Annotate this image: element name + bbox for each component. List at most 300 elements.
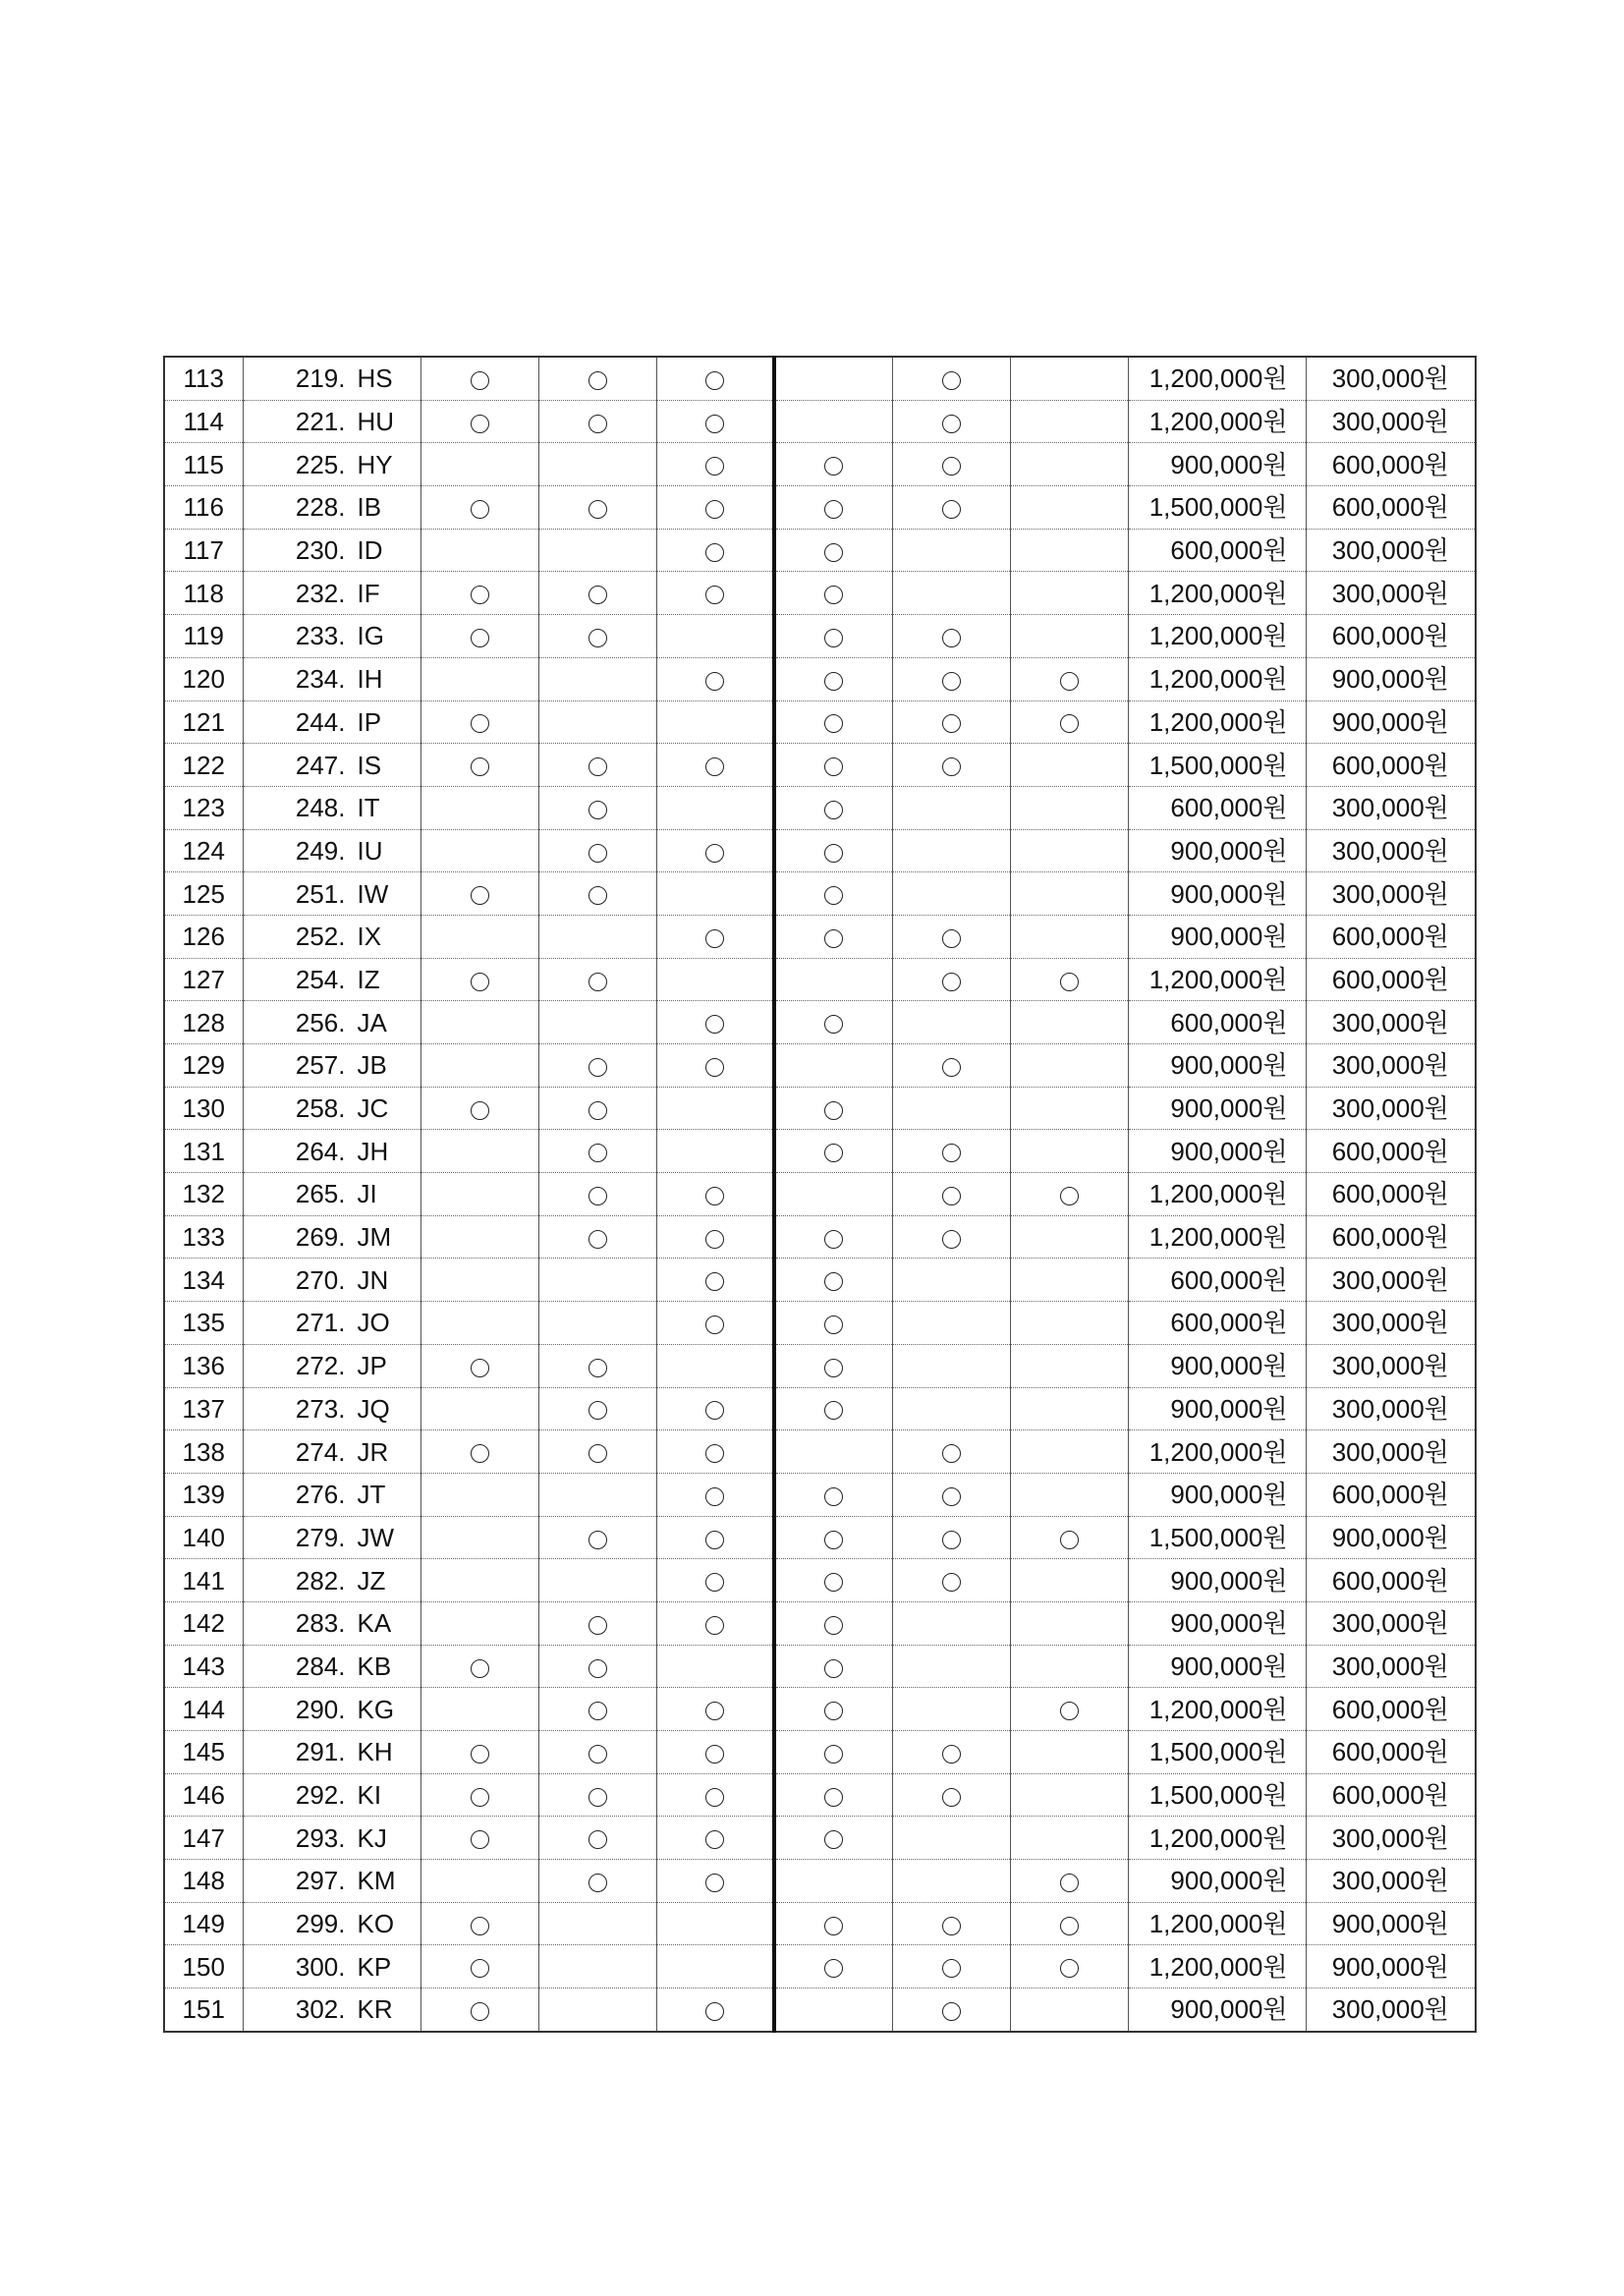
circle-mark-icon [588, 1531, 607, 1549]
mark-cell-1 [420, 915, 538, 958]
mark-cell-2 [538, 1259, 656, 1302]
mark-cell-6 [1010, 1773, 1128, 1817]
mark-cell-2 [538, 915, 656, 958]
mark-cell-4 [774, 1559, 892, 1602]
mark-cell-6 [1010, 443, 1128, 486]
mark-cell-1 [420, 958, 538, 1001]
circle-mark-icon [942, 1573, 961, 1592]
mark-cell-3 [656, 357, 774, 400]
row-number: 140 [164, 1516, 243, 1559]
mark-cell-2 [538, 1860, 656, 1903]
mark-cell-2 [538, 657, 656, 700]
entry-name: JR [357, 1436, 389, 1467]
table-row [164, 1001, 1476, 1044]
circle-mark-icon [588, 801, 607, 819]
circle-mark-icon [705, 1015, 724, 1034]
mark-cell-3 [656, 1945, 774, 1988]
circle-mark-icon [942, 1144, 961, 1162]
entry-id [243, 615, 420, 658]
circle-mark-icon [824, 1616, 843, 1635]
entry-code: 249. [295, 835, 346, 866]
circle-mark-icon [942, 1917, 961, 1935]
amount-total: 1,200,000원 [1128, 1817, 1306, 1860]
entry-name: IX [357, 922, 382, 952]
circle-mark-icon [824, 1702, 843, 1720]
circle-mark-icon [942, 1531, 961, 1549]
table-row [164, 915, 1476, 958]
amount-partial: 300,000원 [1306, 1259, 1476, 1302]
mark-cell-1 [420, 1302, 538, 1345]
amount-partial: 600,000원 [1306, 1173, 1476, 1216]
circle-mark-icon [824, 500, 843, 519]
row-number: 119 [164, 615, 243, 658]
amount-total: 600,000원 [1128, 1302, 1306, 1345]
circle-mark-icon [942, 1058, 961, 1077]
circle-mark-icon [824, 1917, 843, 1935]
mark-cell-3 [656, 529, 774, 572]
circle-mark-icon [588, 973, 607, 991]
mark-cell-1 [420, 1688, 538, 1731]
circle-mark-icon [1060, 672, 1079, 691]
circle-mark-icon [705, 1788, 724, 1807]
circle-mark-icon [471, 1101, 489, 1120]
mark-cell-2 [538, 786, 656, 829]
mark-cell-5 [892, 1645, 1010, 1688]
table-row [164, 744, 1476, 787]
mark-cell-5 [892, 1601, 1010, 1645]
circle-mark-icon [471, 629, 489, 647]
mark-cell-3 [656, 1902, 774, 1945]
entry-id [243, 1731, 420, 1774]
amount-total: 900,000원 [1128, 1387, 1306, 1430]
mark-cell-1 [420, 1130, 538, 1173]
mark-cell-2 [538, 700, 656, 744]
entry-name: JZ [357, 1565, 386, 1596]
mark-cell-4 [774, 1001, 892, 1044]
mark-cell-4 [774, 572, 892, 615]
mark-cell-1 [420, 1215, 538, 1259]
mark-cell-6 [1010, 1001, 1128, 1044]
row-number: 143 [164, 1645, 243, 1688]
amount-total: 600,000원 [1128, 529, 1306, 572]
mark-cell-1 [420, 1988, 538, 2032]
entry-id [243, 443, 420, 486]
amount-total: 900,000원 [1128, 872, 1306, 916]
table-row [164, 657, 1476, 700]
amount-total: 900,000원 [1128, 1559, 1306, 1602]
mark-cell-1 [420, 872, 538, 916]
row-number: 115 [164, 443, 243, 486]
circle-mark-icon [705, 1702, 724, 1720]
entry-name: HS [357, 364, 393, 394]
entry-code: 282. [295, 1565, 346, 1596]
mark-cell-6 [1010, 1173, 1128, 1216]
entry-id [243, 1645, 420, 1688]
mark-cell-3 [656, 400, 774, 443]
mark-cell-2 [538, 1087, 656, 1130]
mark-cell-3 [656, 1516, 774, 1559]
circle-mark-icon [942, 1444, 961, 1463]
table-row [164, 1473, 1476, 1516]
circle-mark-icon [824, 1015, 843, 1034]
amount-partial: 300,000원 [1306, 1601, 1476, 1645]
amount-partial: 300,000원 [1306, 1087, 1476, 1130]
amount-partial: 600,000원 [1306, 958, 1476, 1001]
entry-id [243, 1688, 420, 1731]
mark-cell-4 [774, 1860, 892, 1903]
row-number: 150 [164, 1945, 243, 1988]
circle-mark-icon [824, 844, 843, 863]
entry-name: JH [357, 1136, 389, 1166]
entry-name: JP [357, 1351, 387, 1381]
entry-name: IZ [357, 964, 380, 994]
mark-cell-1 [420, 1473, 538, 1516]
circle-mark-icon [824, 1659, 843, 1678]
mark-cell-4 [774, 443, 892, 486]
mark-cell-6 [1010, 1731, 1128, 1774]
mark-cell-4 [774, 1215, 892, 1259]
mark-cell-2 [538, 357, 656, 400]
mark-cell-5 [892, 744, 1010, 787]
circle-mark-icon [824, 629, 843, 647]
amount-total: 900,000원 [1128, 1473, 1306, 1516]
entry-code: 254. [295, 964, 346, 994]
amount-partial: 300,000원 [1306, 529, 1476, 572]
amount-total: 1,200,000원 [1128, 1215, 1306, 1259]
mark-cell-5 [892, 486, 1010, 530]
mark-cell-5 [892, 1001, 1010, 1044]
amount-total: 1,200,000원 [1128, 1902, 1306, 1945]
mark-cell-5 [892, 1902, 1010, 1945]
circle-mark-icon [942, 2002, 961, 2021]
mark-cell-5 [892, 1945, 1010, 1988]
circle-mark-icon [705, 1616, 724, 1635]
mark-cell-1 [420, 1902, 538, 1945]
circle-mark-icon [705, 1272, 724, 1291]
mark-cell-2 [538, 1173, 656, 1216]
entry-name: HY [357, 449, 393, 479]
circle-mark-icon [588, 1444, 607, 1463]
mark-cell-5 [892, 1988, 1010, 2032]
mark-cell-3 [656, 1215, 774, 1259]
circle-mark-icon [588, 886, 607, 905]
circle-mark-icon [942, 1788, 961, 1807]
amount-partial: 900,000원 [1306, 1516, 1476, 1559]
amount-total: 600,000원 [1128, 1001, 1306, 1044]
row-number: 141 [164, 1559, 243, 1602]
circle-mark-icon [705, 586, 724, 604]
row-number: 116 [164, 486, 243, 530]
entry-id [243, 1988, 420, 2032]
entry-code: 265. [295, 1179, 346, 1209]
row-number: 142 [164, 1601, 243, 1645]
amount-partial: 600,000원 [1306, 1473, 1476, 1516]
mark-cell-1 [420, 357, 538, 400]
entry-code: 256. [295, 1007, 346, 1037]
mark-cell-4 [774, 1773, 892, 1817]
entry-name: IG [357, 621, 384, 651]
circle-mark-icon [705, 844, 724, 863]
table-row [164, 829, 1476, 872]
mark-cell-3 [656, 1430, 774, 1474]
circle-mark-icon [824, 1959, 843, 1978]
circle-mark-icon [588, 1830, 607, 1849]
amount-total: 900,000원 [1128, 1087, 1306, 1130]
entry-code: 257. [295, 1050, 346, 1081]
mark-cell-6 [1010, 400, 1128, 443]
row-number: 148 [164, 1860, 243, 1903]
mark-cell-5 [892, 1817, 1010, 1860]
entry-code: 292. [295, 1780, 346, 1811]
mark-cell-3 [656, 1387, 774, 1430]
circle-mark-icon [588, 1359, 607, 1377]
mark-cell-3 [656, 1601, 774, 1645]
mark-cell-2 [538, 1731, 656, 1774]
circle-mark-icon [471, 1659, 489, 1678]
circle-mark-icon [588, 500, 607, 519]
circle-mark-icon [588, 1058, 607, 1077]
circle-mark-icon [824, 757, 843, 776]
row-number: 137 [164, 1387, 243, 1430]
entry-id [243, 572, 420, 615]
entry-id [243, 1087, 420, 1130]
circle-mark-icon [942, 371, 961, 390]
row-number: 127 [164, 958, 243, 1001]
amount-partial: 300,000원 [1306, 1988, 1476, 2032]
amount-total: 900,000원 [1128, 1601, 1306, 1645]
amount-partial: 900,000원 [1306, 700, 1476, 744]
circle-mark-icon [1060, 1959, 1079, 1978]
amount-total: 1,200,000원 [1128, 400, 1306, 443]
mark-cell-6 [1010, 1387, 1128, 1430]
mark-cell-3 [656, 1001, 774, 1044]
mark-cell-2 [538, 529, 656, 572]
entry-id [243, 1473, 420, 1516]
amount-partial: 600,000원 [1306, 1559, 1476, 1602]
mark-cell-5 [892, 1559, 1010, 1602]
mark-cell-4 [774, 1302, 892, 1345]
row-number: 144 [164, 1688, 243, 1731]
mark-cell-1 [420, 1601, 538, 1645]
row-number: 136 [164, 1344, 243, 1387]
circle-mark-icon [824, 1531, 843, 1549]
mark-cell-5 [892, 1473, 1010, 1516]
mark-cell-4 [774, 657, 892, 700]
mark-cell-2 [538, 572, 656, 615]
mark-cell-6 [1010, 1302, 1128, 1345]
amount-total: 1,500,000원 [1128, 744, 1306, 787]
entry-id [243, 1302, 420, 1345]
entry-code: 284. [295, 1651, 346, 1681]
table-row [164, 1215, 1476, 1259]
amount-total: 600,000원 [1128, 786, 1306, 829]
mark-cell-1 [420, 615, 538, 658]
entry-code: 225. [295, 449, 346, 479]
table-row [164, 1860, 1476, 1903]
mark-cell-4 [774, 486, 892, 530]
mark-cell-6 [1010, 1259, 1128, 1302]
mark-cell-5 [892, 1130, 1010, 1173]
circle-mark-icon [824, 1788, 843, 1807]
entry-name: IP [357, 706, 382, 737]
row-number: 114 [164, 400, 243, 443]
entry-code: 299. [295, 1909, 346, 1939]
mark-cell-1 [420, 744, 538, 787]
circle-mark-icon [588, 1874, 607, 1892]
mark-cell-4 [774, 786, 892, 829]
amount-partial: 600,000원 [1306, 1130, 1476, 1173]
mark-cell-3 [656, 1559, 774, 1602]
mark-cell-2 [538, 1688, 656, 1731]
circle-mark-icon [705, 457, 724, 476]
row-number: 133 [164, 1215, 243, 1259]
mark-cell-4 [774, 958, 892, 1001]
circle-mark-icon [705, 1573, 724, 1592]
circle-mark-icon [705, 1058, 724, 1077]
mark-cell-5 [892, 915, 1010, 958]
circle-mark-icon [588, 1401, 607, 1420]
entry-id [243, 400, 420, 443]
amount-partial: 600,000원 [1306, 486, 1476, 530]
mark-cell-3 [656, 1773, 774, 1817]
circle-mark-icon [471, 371, 489, 390]
mark-cell-4 [774, 1902, 892, 1945]
entry-name: JA [357, 1007, 387, 1037]
table-row [164, 1302, 1476, 1345]
mark-cell-2 [538, 1473, 656, 1516]
entry-id [243, 1344, 420, 1387]
circle-mark-icon [1060, 1874, 1079, 1892]
mark-cell-3 [656, 1817, 774, 1860]
mark-cell-3 [656, 786, 774, 829]
mark-cell-1 [420, 829, 538, 872]
mark-cell-6 [1010, 529, 1128, 572]
mark-cell-3 [656, 1087, 774, 1130]
entry-id [243, 1001, 420, 1044]
circle-mark-icon [942, 415, 961, 433]
table-row [164, 615, 1476, 658]
mark-cell-6 [1010, 1087, 1128, 1130]
mark-cell-3 [656, 443, 774, 486]
amount-partial: 300,000원 [1306, 829, 1476, 872]
mark-cell-6 [1010, 1516, 1128, 1559]
mark-cell-2 [538, 958, 656, 1001]
mark-cell-1 [420, 1344, 538, 1387]
circle-mark-icon [705, 757, 724, 776]
entry-code: 258. [295, 1093, 346, 1124]
entry-code: 283. [295, 1608, 346, 1639]
entry-name: KG [357, 1694, 395, 1724]
circle-mark-icon [588, 1616, 607, 1635]
entry-id [243, 529, 420, 572]
row-number: 131 [164, 1130, 243, 1173]
circle-mark-icon [705, 1487, 724, 1506]
entry-name: IT [357, 793, 380, 823]
mark-cell-4 [774, 1645, 892, 1688]
circle-mark-icon [588, 1745, 607, 1764]
mark-cell-1 [420, 1087, 538, 1130]
circle-mark-icon [705, 1874, 724, 1892]
table-row [164, 872, 1476, 916]
mark-cell-5 [892, 829, 1010, 872]
mark-cell-5 [892, 1773, 1010, 1817]
mark-cell-6 [1010, 700, 1128, 744]
mark-cell-4 [774, 1688, 892, 1731]
entry-code: 251. [295, 878, 346, 909]
mark-cell-6 [1010, 1645, 1128, 1688]
mark-cell-1 [420, 1731, 538, 1774]
entry-code: 221. [295, 407, 346, 437]
circle-mark-icon [705, 415, 724, 433]
mark-cell-5 [892, 400, 1010, 443]
amount-total: 900,000원 [1128, 1645, 1306, 1688]
data-table [163, 356, 1477, 2033]
entry-id [243, 915, 420, 958]
mark-cell-5 [892, 1516, 1010, 1559]
row-number: 145 [164, 1731, 243, 1774]
circle-mark-icon [705, 1230, 724, 1249]
mark-cell-2 [538, 1988, 656, 2032]
table-row [164, 1601, 1476, 1645]
mark-cell-2 [538, 1130, 656, 1173]
circle-mark-icon [942, 714, 961, 733]
entry-code: 247. [295, 750, 346, 780]
entry-name: KJ [357, 1822, 387, 1853]
mark-cell-1 [420, 700, 538, 744]
circle-mark-icon [942, 929, 961, 948]
mark-cell-2 [538, 1044, 656, 1088]
circle-mark-icon [471, 886, 489, 905]
circle-mark-icon [705, 929, 724, 948]
amount-total: 1,200,000원 [1128, 1430, 1306, 1474]
circle-mark-icon [824, 543, 843, 562]
mark-cell-2 [538, 1773, 656, 1817]
circle-mark-icon [824, 1830, 843, 1849]
circle-mark-icon [471, 714, 489, 733]
entry-name: IH [357, 664, 383, 695]
row-number: 121 [164, 700, 243, 744]
mark-cell-6 [1010, 615, 1128, 658]
mark-cell-1 [420, 400, 538, 443]
mark-cell-6 [1010, 1559, 1128, 1602]
entry-id [243, 1516, 420, 1559]
amount-partial: 900,000원 [1306, 657, 1476, 700]
entry-id [243, 1259, 420, 1302]
circle-mark-icon [705, 1830, 724, 1849]
amount-partial: 300,000원 [1306, 357, 1476, 400]
row-number: 149 [164, 1902, 243, 1945]
circle-mark-icon [1060, 973, 1079, 991]
mark-cell-6 [1010, 829, 1128, 872]
amount-total: 1,200,000원 [1128, 1688, 1306, 1731]
mark-cell-2 [538, 872, 656, 916]
table-row [164, 400, 1476, 443]
circle-mark-icon [824, 1316, 843, 1334]
table-row [164, 1731, 1476, 1774]
entry-id [243, 1773, 420, 1817]
row-number: 117 [164, 529, 243, 572]
mark-cell-3 [656, 1645, 774, 1688]
row-number: 120 [164, 657, 243, 700]
mark-cell-6 [1010, 1344, 1128, 1387]
mark-cell-4 [774, 700, 892, 744]
mark-cell-3 [656, 829, 774, 872]
entry-id [243, 1044, 420, 1088]
circle-mark-icon [588, 844, 607, 863]
amount-partial: 600,000원 [1306, 615, 1476, 658]
mark-cell-5 [892, 529, 1010, 572]
entry-code: 297. [295, 1866, 346, 1896]
